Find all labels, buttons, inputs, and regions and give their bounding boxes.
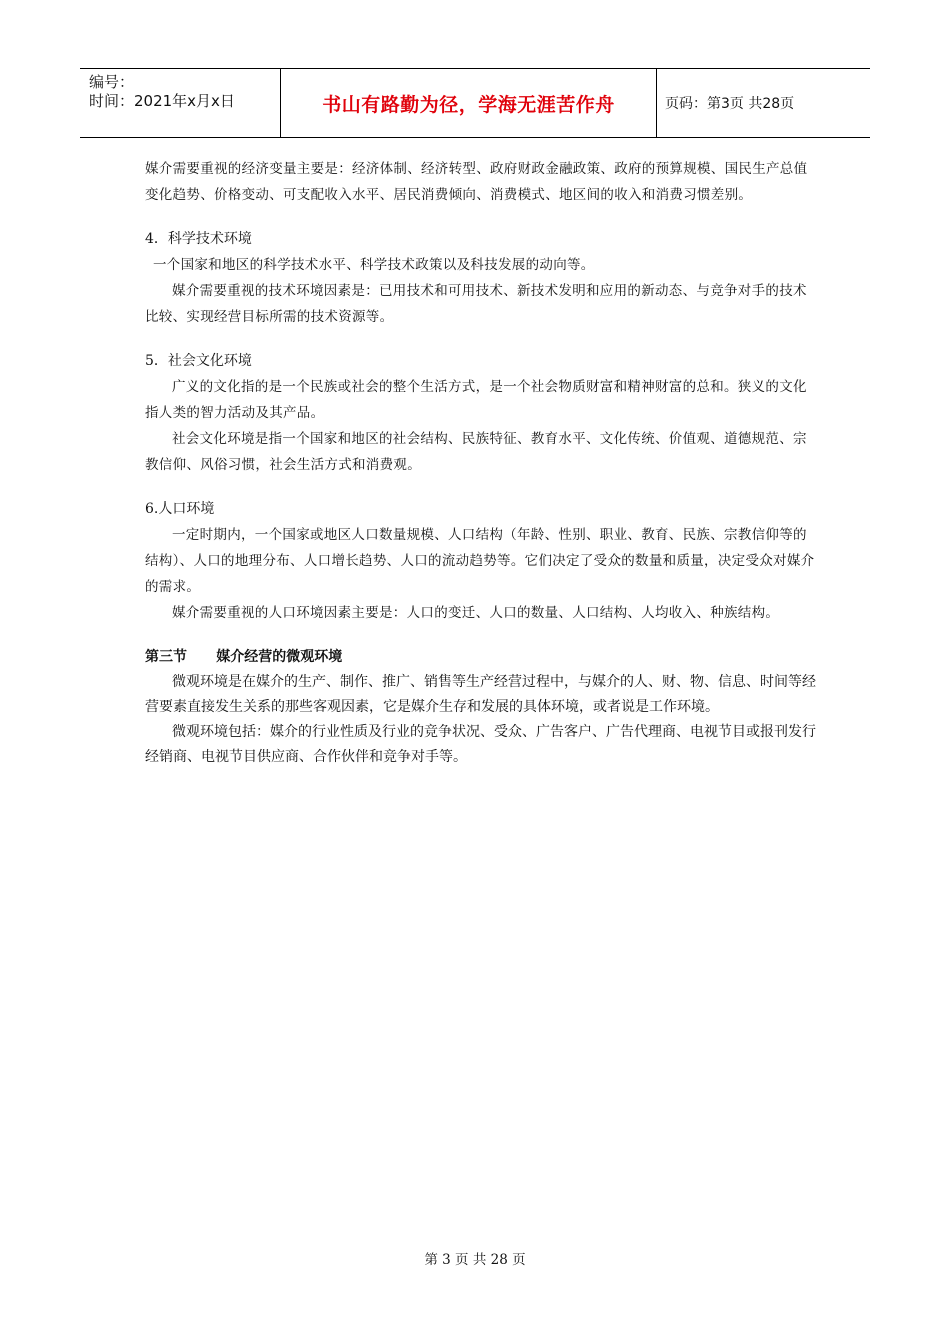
section-heading-micro-env: 第三节 媒介经营的微观环境	[145, 649, 343, 665]
document-body	[145, 156, 820, 770]
paragraph-micro-env-definition: 微观环境是在媒介的生产、制作、推广、销售等生产经营过程中，与媒介的人、财、物、信息、时间等经营要素直接发生关系的那些客观因素，它是媒介生存和发展的具体环境，或者说是工作环境。	[145, 674, 816, 715]
paragraph-population-definition: 一定时期内，一个国家或地区人口数量规模、人口结构（年龄、性别、职业、教育、民族、宗教信仰等的结构）、人口的地理分布、人口增长趋势、人口的流动趋势等。它们决定了受众的数量和质量，决定受众对媒介的需求。	[145, 527, 815, 595]
page-footer: 第 3 页 共 28 页	[424, 1252, 526, 1268]
paragraph-science-tech-level: 一个国家和地区的科学技术水平、科学技术政策以及科技发展的动向等。	[153, 257, 595, 273]
paragraph-culture-definition: 广义的文化指的是一个民族或社会的整个生活方式，是一个社会物质财富和精神财富的总和。狭义的文化指人类的智力活动及其产品。	[145, 379, 807, 421]
header-meta	[80, 69, 281, 137]
heading-population: 6.人口环境	[145, 501, 215, 517]
heading-science-tech: 4．科学技术环境	[145, 231, 252, 247]
header-motto: 书山有路勤为径，学海无涯苦作舟	[281, 69, 657, 137]
paragraph-micro-env-includes: 微观环境包括：媒介的行业性质及行业的竞争状况、受众、广告客户、广告代理商、电视节目或报刊发行经销商、电视节目供应商、合作伙伴和竞争对手等。	[145, 724, 816, 765]
header-page-info: 页码：第3页 共28页	[665, 96, 795, 112]
paragraph-economic-variables: 媒介需要重视的经济变量主要是：经济体制、经济转型、政府财政金融政策、政府的预算规模、国民生产总值变化趋势、价格变动、可支配收入水平、居民消费倾向、消费模式、地区间的收入和消费习惯差别。	[145, 161, 808, 203]
heading-social-culture: 5．社会文化环境	[145, 353, 252, 369]
page-header	[80, 68, 870, 138]
time-label: 时间：2021年x月x日	[89, 92, 235, 110]
paragraph-population-factors: 媒介需要重视的人口环境因素主要是：人口的变迁、人口的数量、人口结构、人均收入、种族结构。	[172, 605, 780, 621]
paragraph-tech-factors: 媒介需要重视的技术环境因素是：已用技术和可用技术、新技术发明和应用的新动态、与竞争对手的技术比较、实现经营目标所需的技术资源等。	[145, 283, 807, 325]
paragraph-social-culture-env: 社会文化环境是指一个国家和地区的社会结构、民族特征、教育水平、文化传统、价值观、道德规范、宗教信仰、风俗习惯，社会生活方式和消费观。	[145, 431, 807, 473]
number-label: 编号：	[89, 73, 135, 91]
